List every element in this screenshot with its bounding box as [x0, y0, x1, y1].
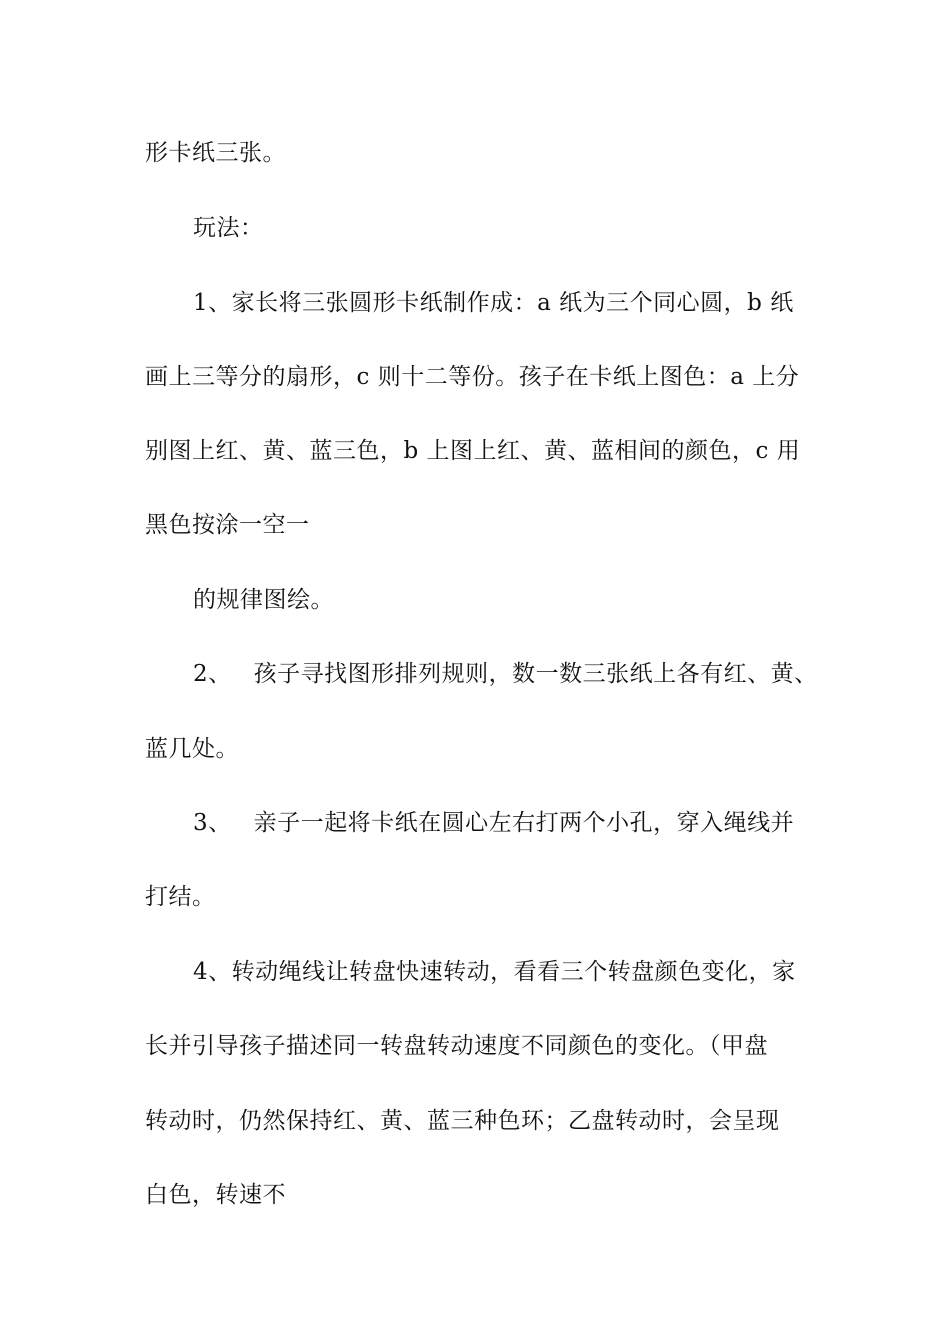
step-1-line-1: 1、家长将三张圆形卡纸制作成：a 纸为三个同心圆，b 纸: [193, 290, 794, 316]
step-2-marker: 2、: [193, 661, 232, 687]
step-1-line-5: 的规律图绘。: [193, 587, 334, 613]
step-3-text: 亲子一起将卡纸在圆心左右打两个小孔，穿入绳线并: [253, 810, 795, 836]
step-2-line-2: 蓝几处。: [145, 736, 239, 762]
step-2-line-1: [193, 659, 818, 689]
step-3-marker: 3、: [193, 810, 232, 836]
step-3-line-1: [193, 808, 794, 838]
step-2-text: 孩子寻找图形排列规则，数一数三张纸上各有红、黄、: [253, 661, 818, 687]
step-1-line-4: 黑色按涂一空一: [145, 512, 310, 538]
section-heading-play-method: 玩法：: [193, 215, 264, 241]
step-4-line-2: 长并引导孩子描述同一转盘转动速度不同颜色的变化。（甲盘: [145, 1033, 768, 1059]
step-1-line-2: 画上三等分的扇形，c 则十二等份。孩子在卡纸上图色：a 上分: [145, 364, 800, 390]
text-line-1: 形卡纸三张。: [145, 140, 286, 166]
step-4-line-1: 4、转动绳线让转盘快速转动，看看三个转盘颜色变化，家: [193, 959, 796, 985]
step-3-line-2: 打结。: [145, 884, 216, 910]
step-4-line-3: 转动时，仍然保持红、黄、蓝三种色环；乙盘转动时，会呈现: [145, 1108, 780, 1134]
step-4-line-4: 白色，转速不: [145, 1182, 286, 1208]
step-1-line-3: 别图上红、黄、蓝三色，b 上图上红、黄、蓝相间的颜色，c 用: [145, 438, 801, 464]
